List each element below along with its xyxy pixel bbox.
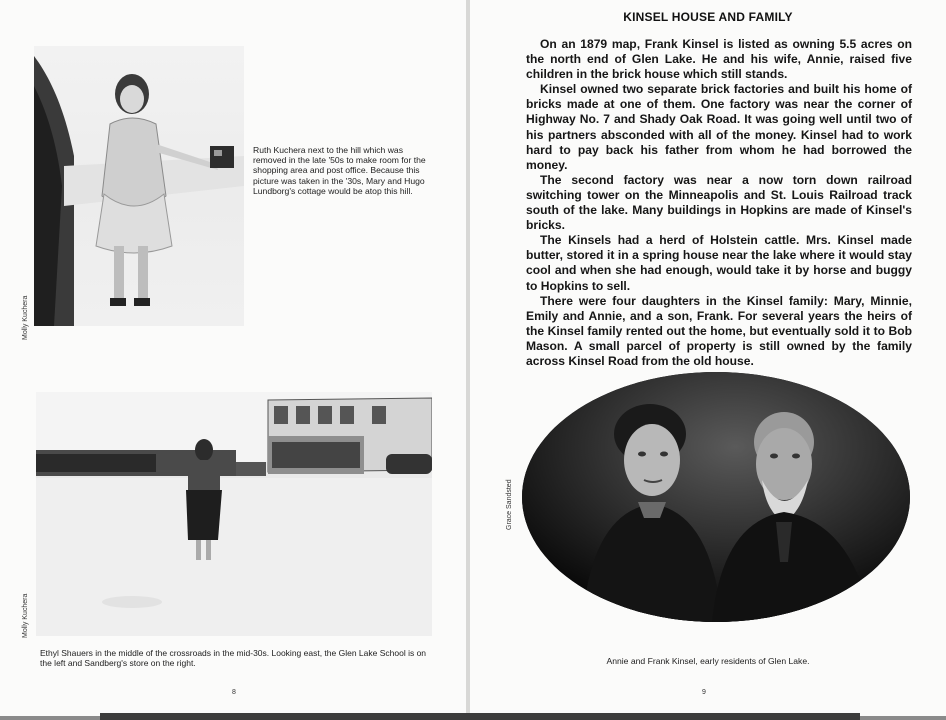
right-page-number: 9 bbox=[702, 689, 706, 696]
crossroads-photo-credit: Molly Kuchera bbox=[22, 593, 29, 638]
article-paragraph: The Kinsels had a herd of Holstein cattle. Mrs. Kinsel made butter, stored it in a spring house near the lake where it would stay cool and when she had enough, would take it by horse and buggy to Hopkins to sell. bbox=[526, 233, 912, 293]
kinsel-portrait bbox=[522, 372, 910, 622]
ruth-kuchera-photo-credit: Molly Kuchera bbox=[22, 295, 29, 340]
portrait-credit: Grace Sandsted bbox=[506, 479, 513, 530]
crossroads-caption: Ethyl Shauers in the middle of the crossroads in the mid-30s. Looking east, the Glen Lake School is on the left and Sandberg's store on the right. bbox=[40, 648, 427, 669]
scan-edge-shadow bbox=[100, 713, 860, 720]
ruth-kuchera-caption: Ruth Kuchera next to the hill which was removed in the late '50s to make room for the shopping area and post office. Because this picture was taken in the '30s, Mary and Hugo Lundborg's cottage would be atop this hill. bbox=[253, 145, 426, 196]
left-page bbox=[0, 0, 466, 716]
crossroads-photo-art bbox=[36, 392, 432, 636]
left-page-number: 8 bbox=[232, 689, 236, 696]
article-paragraph: On an 1879 map, Frank Kinsel is listed as owning 5.5 acres on the north end of Glen Lake. He and his wife, Annie, raised five children in the brick house which still stands. bbox=[526, 37, 912, 82]
article-paragraph: There were four daughters in the Kinsel family: Mary, Minnie, Emily and Annie, and a son, Frank. For several years the heirs of the Kinsel family rented out the home, but eventually sold it to Bob Mason. A small parcel of property is still owned by the family across Kinsel Road from the old house. bbox=[526, 293, 912, 368]
ruth-kuchera-photo-art bbox=[34, 46, 244, 326]
crossroads-photo bbox=[36, 392, 432, 636]
right-page bbox=[470, 0, 946, 716]
article-paragraph: Kinsel owned two separate brick factories and built his home of bricks made at one of them. One factory was near the corner of Highway No. 7 and Shady Oak Road. It was going well until two of his partners absconded with all of the money. Kinsel had to work hard to pay back his father from whom he had borrowed the money. bbox=[526, 82, 912, 172]
kinsel-portrait-art bbox=[522, 372, 910, 622]
article-body bbox=[526, 37, 912, 369]
ruth-kuchera-photo bbox=[34, 46, 244, 326]
portrait-caption: Annie and Frank Kinsel, early residents of Glen Lake. bbox=[606, 656, 810, 666]
article-paragraph: The second factory was near a now torn down railroad switching tower on the Minneapolis and St. Louis Railroad track south of the lake. Many buildings in Hopkins are made of Kinsel's bricks. bbox=[526, 172, 912, 233]
page-title: KINSEL HOUSE AND FAMILY bbox=[623, 10, 793, 24]
